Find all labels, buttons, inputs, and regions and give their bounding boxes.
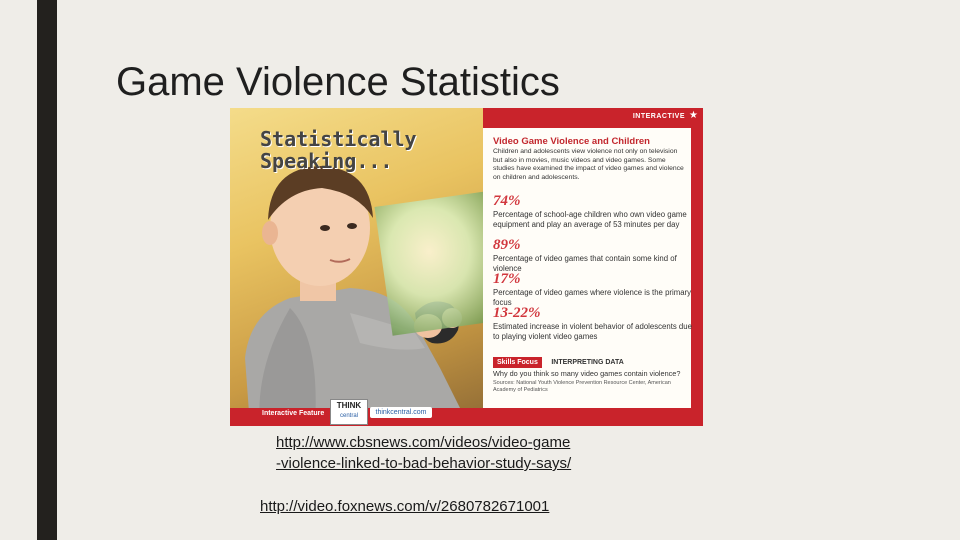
stat-item [493,270,693,308]
skills-focus-label: Skills Focus [493,357,542,368]
stat-item [493,236,693,274]
stat-percent: 74% [493,193,521,209]
slide-title: Game Violence Statistics [116,60,560,104]
left-accent-bar [37,0,57,540]
skills-focus [493,351,693,378]
cbs-news-link[interactable]: http://www.cbsnews.com/videos/video-game -violence-linked-to-bad-behavior-study-says/ [276,434,572,472]
skills-focus-title: INTERPRETING DATA [551,359,624,366]
card-title: Video Game Violence and Children [493,136,650,147]
statistics-figure [230,108,703,426]
interactive-feature-label: Interactive Feature [262,410,325,417]
stat-item [493,304,693,342]
card-intro: Children and adolescents view violence not only on television but also in movies, music videos and video games. Some studies have examined the impact of video games and violence on children and adolescents. [493,148,684,181]
skills-focus-text: Why do you think so many video games contain violence? [493,369,681,378]
tv-screen-glow [375,190,483,335]
stat-percent: 17% [493,271,521,287]
stat-description: Percentage of school-age children who own video game equipment and play an average of 53 minutes per day [493,210,687,229]
star-icon: ★ [689,110,698,121]
stat-item [493,192,693,230]
think-central-logo: THINK central [330,399,368,425]
stat-percent: 13-22% [493,305,541,321]
stat-percent: 89% [493,237,521,253]
interactive-tag: INTERACTIVE [632,113,685,120]
stat-description: Percentage of video games where violence is the primary focus [493,288,692,307]
stat-description: Percentage of video games that contain some kind of violence [493,254,677,273]
sources-note: Sources: National Youth Violence Prevention Resource Center, American Academy of Pediatrics [493,380,671,393]
stat-description: Estimated increase in violent behavior of adolescents due to playing violent video games [493,322,692,341]
fox-news-link[interactable]: http://video.foxnews.com/v/2680782671001 [260,498,550,515]
figure-heading: Statistically Speaking... [260,127,417,173]
think-central-url: thinkcentral.com [370,407,432,418]
